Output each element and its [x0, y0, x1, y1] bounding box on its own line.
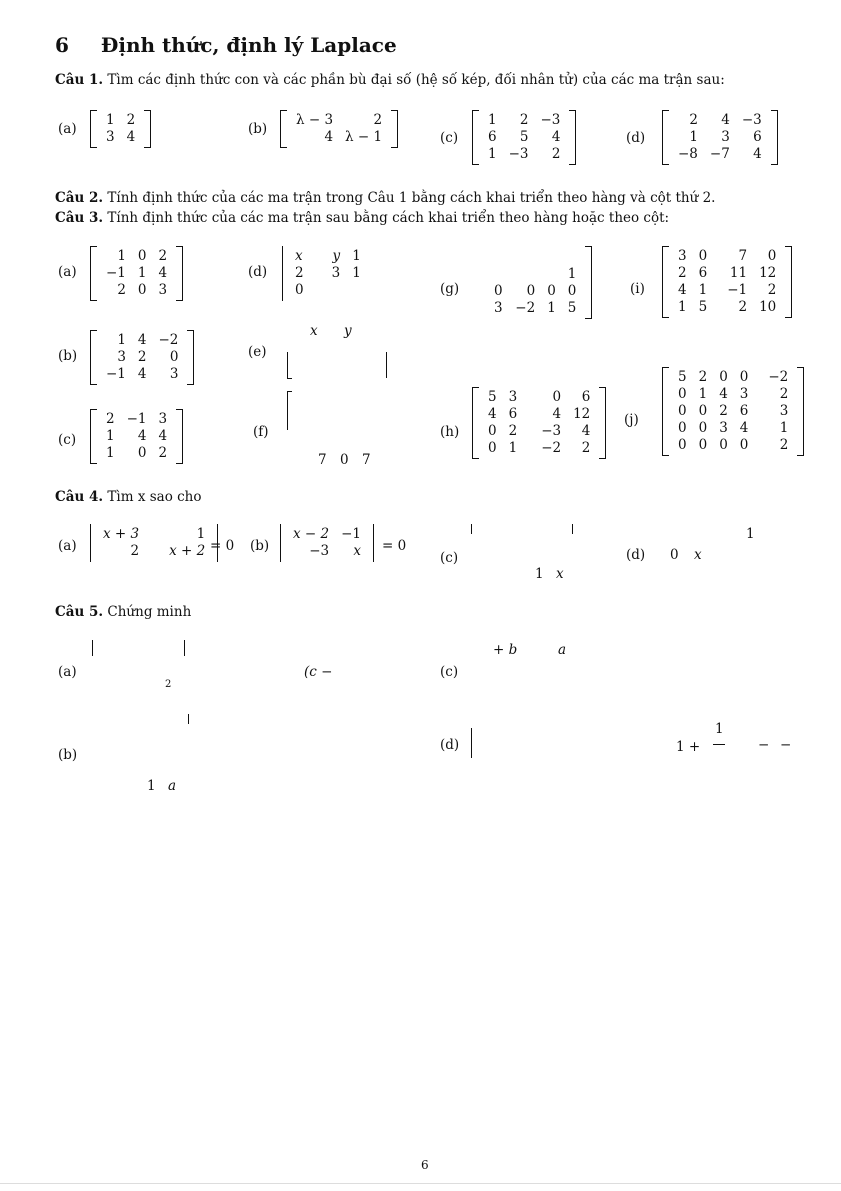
cell: 1 — [567, 266, 577, 282]
cell — [310, 282, 347, 299]
q5-d-val-frac: 1 — [715, 721, 724, 737]
cell: 3 — [117, 349, 126, 365]
q4-d-val-x: x — [694, 547, 702, 563]
cell: 2 — [738, 299, 748, 315]
cell: −1 — [106, 366, 126, 382]
q4-a-determinant — [90, 524, 218, 562]
cell: 4 — [126, 129, 136, 145]
question-3-text: Tính định thức của các ma trận sau bằng cách khai triển theo hàng hoặc theo cột: — [107, 210, 670, 226]
question-1-text: Tìm các định thức con và các phần bù đại số (hệ số kép, đối nhân tử) của các ma trận sau: — [107, 72, 725, 88]
cell: 1 — [117, 332, 126, 348]
q3-b-matrix — [90, 330, 194, 385]
cell: 3 — [158, 411, 168, 427]
cell: −3 — [540, 112, 561, 128]
question-4 — [55, 489, 202, 505]
q3-i-label: (i) — [630, 281, 645, 297]
cell: 2 — [295, 265, 304, 281]
cell: 0 — [526, 283, 536, 299]
q5-d-frac-line — [713, 744, 725, 745]
cell: 4 — [719, 386, 728, 402]
cell: 12 — [573, 406, 591, 422]
cell: −1 — [727, 282, 748, 298]
cell: 0 — [719, 437, 728, 453]
q4-d-label: (d) — [626, 547, 646, 563]
question-5 — [55, 604, 191, 620]
q3-g-matrix — [485, 246, 592, 319]
cell: 5 — [488, 389, 497, 405]
cell: −2 — [541, 440, 562, 456]
cell: −2 — [158, 332, 179, 348]
q3-d-label: (d) — [248, 264, 268, 280]
question-1 — [55, 72, 725, 88]
section-number: 6 — [55, 33, 69, 57]
question-5-text: Chứng minh — [107, 604, 192, 620]
q3-c-label: (c) — [58, 432, 77, 448]
cell: 2 — [130, 543, 140, 559]
q3-e-right-bracket — [386, 352, 387, 378]
cell: 1 — [488, 112, 497, 128]
cell: 6 — [698, 265, 708, 281]
cell — [346, 282, 367, 299]
cell: λ − 3 — [296, 112, 334, 128]
q4-b-equals: = 0 — [382, 538, 407, 554]
q5-c-val-a: a — [558, 642, 567, 658]
cell: 3 — [494, 300, 503, 316]
q3-e-y: y — [344, 323, 352, 339]
cell: −1 — [126, 411, 147, 427]
cell: 0 — [547, 283, 556, 299]
cell: 4 — [678, 282, 687, 298]
cell: 0 — [678, 403, 687, 419]
cell: x + 2 — [169, 543, 206, 559]
q1-b-matrix — [280, 110, 398, 148]
cell: 3 — [508, 389, 518, 405]
q3-a-label: (a) — [58, 264, 77, 280]
cell: 2 — [767, 282, 777, 298]
q5-b-val-1: 1 — [147, 778, 156, 794]
cell — [541, 266, 562, 283]
cell: 6 — [508, 406, 518, 422]
cell: 2 — [581, 440, 591, 456]
cell: 4 — [551, 129, 561, 145]
cell: 0 — [137, 248, 147, 264]
cell: 1 — [352, 248, 361, 264]
cell: 1 — [352, 265, 361, 281]
cell: 2 — [678, 265, 687, 281]
cell: 1 — [196, 526, 206, 542]
cell: 0 — [698, 420, 708, 436]
cell: 1 — [689, 129, 698, 145]
q5-d-minus-2: − — [780, 737, 792, 753]
cell: 4 — [158, 265, 168, 281]
q4-c-val-x: x — [556, 566, 564, 582]
cell: 5 — [519, 129, 529, 145]
cell: 0 — [137, 282, 147, 298]
question-5-label: Câu 5. — [55, 604, 104, 620]
cell: 2 — [126, 112, 136, 128]
cell: 0 — [678, 437, 687, 453]
cell: 0 — [488, 440, 497, 456]
cell: 2 — [158, 248, 168, 264]
cell: 6 — [739, 403, 749, 419]
cell: 4 — [158, 428, 168, 444]
page-edge — [0, 1183, 841, 1184]
q1-a-label: (a) — [58, 121, 77, 137]
q5-d-left-bar — [471, 728, 472, 758]
q5-a-right-bar — [184, 640, 185, 656]
question-3-label: Câu 3. — [55, 210, 104, 226]
question-4-label: Câu 4. — [55, 489, 104, 505]
cell: 4 — [552, 406, 562, 422]
cell: 1 — [106, 428, 115, 444]
cell: 3 — [678, 248, 687, 264]
cell: 2 — [689, 112, 698, 128]
cell: 2 — [137, 349, 147, 365]
cell: x + 3 — [103, 526, 140, 542]
cell: 1 — [137, 265, 147, 281]
cell: 3 — [158, 282, 168, 298]
cell: 0 — [295, 282, 304, 298]
cell: 2 — [779, 437, 789, 453]
cell: 2 — [106, 411, 115, 427]
q1-c-matrix — [472, 110, 576, 165]
q5-a-label: (a) — [58, 664, 77, 680]
cell: 0 — [552, 389, 562, 405]
q3-c-matrix — [90, 409, 183, 464]
cell: 2 — [158, 445, 168, 461]
q5-a-val-2: 2 — [165, 679, 172, 690]
q3-f-val-1: 7 — [318, 452, 327, 468]
cell: 4 — [739, 420, 749, 436]
cell: 2 — [519, 112, 529, 128]
cell: 10 — [759, 299, 777, 315]
cell: 11 — [729, 265, 748, 281]
q1-b-label: (b) — [248, 121, 268, 137]
cell: 4 — [137, 428, 147, 444]
cell: 3 — [169, 366, 179, 382]
question-2-label: Câu 2. — [55, 190, 104, 206]
q4-c-right-bar — [572, 524, 573, 534]
cell — [509, 266, 542, 283]
cell: 3 — [331, 265, 341, 281]
section-title: Định thức, định lý Laplace — [100, 33, 397, 57]
q3-j-matrix — [662, 367, 804, 456]
cell: x — [353, 543, 362, 559]
q4-d-val-1: 1 — [746, 526, 755, 542]
q3-h-matrix — [472, 387, 606, 459]
q5-d-val-1plus: 1 + — [676, 739, 701, 755]
cell: 3 — [779, 403, 789, 419]
cell: 6 — [581, 389, 591, 405]
cell: −2 — [515, 300, 536, 316]
cell: 4 — [137, 332, 147, 348]
cell: 4 — [721, 112, 730, 128]
cell: −7 — [709, 146, 730, 162]
cell: 0 — [678, 420, 687, 436]
cell: λ − 1 — [345, 129, 383, 145]
cell: 3 — [719, 420, 728, 436]
cell: 3 — [106, 129, 115, 145]
question-2-text: Tính định thức của các ma trận trong Câu 1 bằng cách khai triển theo hàng và cột thứ 2. — [107, 190, 716, 206]
q5-c-label: (c) — [440, 664, 459, 680]
cell: 4 — [137, 366, 147, 382]
cell: 5 — [698, 299, 708, 315]
q3-f-val-3: 7 — [362, 452, 371, 468]
question-1-label: Câu 1. — [55, 72, 104, 88]
q3-d-matrix — [282, 246, 370, 301]
cell: 2 — [698, 369, 708, 385]
cell: −3 — [508, 146, 529, 162]
question-2 — [55, 190, 715, 206]
cell: 2 — [508, 423, 518, 439]
cell: 1 — [547, 300, 556, 316]
q4-c-label: (c) — [440, 550, 459, 566]
cell: 7 — [738, 248, 748, 264]
cell: 2 — [117, 282, 126, 298]
section-heading — [55, 33, 397, 57]
q4-a-label: (a) — [58, 538, 77, 554]
cell: −3 — [309, 543, 330, 559]
cell: 6 — [753, 129, 762, 145]
q3-e-label: (e) — [248, 344, 267, 360]
cell: 5 — [678, 369, 687, 385]
cell: x — [295, 248, 303, 264]
q5-d-minus-1: − — [758, 737, 770, 753]
cell: 0 — [767, 248, 777, 264]
cell: 12 — [759, 265, 777, 281]
cell: 6 — [488, 129, 497, 145]
cell: 0 — [137, 445, 147, 461]
cell: 3 — [739, 386, 749, 402]
cell: 0 — [567, 283, 577, 299]
cell: 2 — [373, 112, 383, 128]
cell: 0 — [698, 437, 708, 453]
q3-e-x: x — [310, 323, 318, 339]
cell: 4 — [324, 129, 334, 145]
cell: 4 — [581, 423, 591, 439]
cell: −8 — [678, 146, 698, 162]
q3-a-matrix — [90, 246, 183, 301]
cell: 1 — [698, 282, 708, 298]
q4-c-val-1: 1 — [535, 566, 544, 582]
cell: y — [332, 248, 341, 264]
q3-h-label: (h) — [440, 424, 460, 440]
q1-d-label: (d) — [626, 130, 646, 146]
cell: 0 — [678, 386, 687, 402]
cell: 0 — [169, 349, 179, 365]
cell: 2 — [551, 146, 561, 162]
q4-a-equals: = 0 — [210, 538, 235, 554]
cell: −1 — [341, 526, 362, 542]
cell — [488, 266, 509, 283]
q1-a-matrix — [90, 110, 151, 148]
cell: 0 — [488, 423, 497, 439]
q5-b-val-a: a — [168, 778, 177, 794]
cell: 1 — [779, 420, 789, 436]
q4-b-determinant — [280, 524, 374, 562]
cell: 4 — [488, 406, 497, 422]
cell: 1 — [106, 112, 115, 128]
q4-c-left-bar — [471, 524, 472, 534]
cell: 1 — [106, 445, 115, 461]
q1-c-label: (c) — [440, 130, 459, 146]
q3-e-left-bracket — [287, 352, 292, 379]
cell: 5 — [567, 300, 577, 316]
cell: 0 — [698, 403, 708, 419]
cell: 1 — [488, 146, 497, 162]
q5-a-val-c: (c − — [304, 664, 333, 680]
q3-f-label: (f) — [253, 424, 269, 440]
q5-c-val-b: + b — [493, 642, 518, 658]
q3-f-left-bracket — [287, 391, 292, 430]
cell: 2 — [719, 403, 728, 419]
cell: 1 — [508, 440, 518, 456]
cell: 1 — [678, 299, 687, 315]
q5-d-label: (d) — [440, 737, 460, 753]
q3-j-label: (j) — [624, 412, 639, 428]
q3-g-label: (g) — [440, 281, 460, 297]
q4-b-label: (b) — [250, 538, 270, 554]
cell: −1 — [106, 265, 126, 281]
cell: −3 — [541, 423, 562, 439]
cell: 0 — [494, 283, 503, 299]
q5-b-bar — [188, 714, 189, 724]
q3-f-val-2: 0 — [340, 452, 349, 468]
q5-b-label: (b) — [58, 747, 78, 763]
q3-b-label: (b) — [58, 348, 78, 364]
cell: 0 — [739, 437, 749, 453]
cell: −2 — [768, 369, 789, 385]
cell: 0 — [739, 369, 749, 385]
cell: x − 2 — [293, 526, 330, 542]
cell: 1 — [698, 386, 708, 402]
question-3 — [55, 210, 669, 226]
page-number: 6 — [421, 1158, 429, 1172]
cell: 4 — [753, 146, 762, 162]
q1-d-matrix — [662, 110, 778, 165]
cell: −3 — [741, 112, 762, 128]
cell: 0 — [698, 248, 708, 264]
cell: 0 — [719, 369, 728, 385]
q4-d-val-0: 0 — [670, 547, 679, 563]
q3-i-matrix — [662, 246, 792, 318]
q5-a-left-bar — [92, 640, 93, 656]
cell: 3 — [721, 129, 730, 145]
cell: 1 — [117, 248, 126, 264]
cell: 2 — [779, 386, 789, 402]
question-4-text: Tìm x sao cho — [107, 489, 202, 505]
